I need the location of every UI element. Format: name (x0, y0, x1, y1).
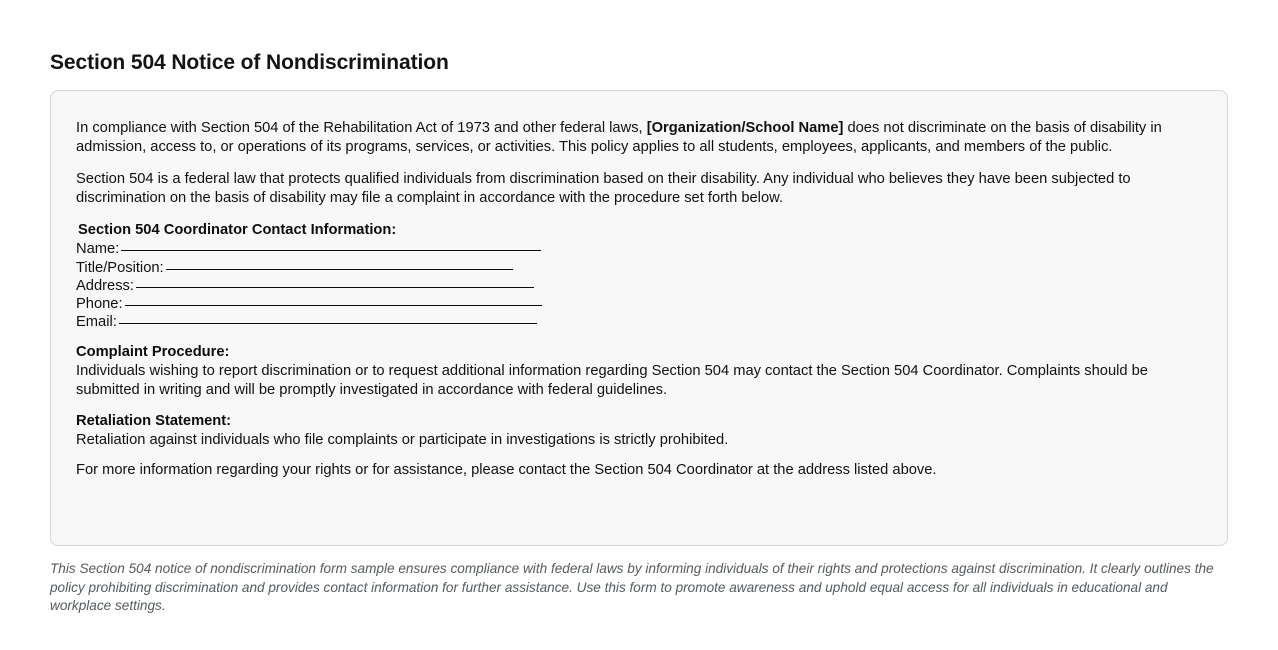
closing-paragraph: For more information regarding your rights or for assistance, please contact the Section 504 Coordinator at the address listed above. (76, 462, 937, 479)
contact-field-email-input-line[interactable] (119, 323, 537, 324)
retaliation-statement-body: Retaliation against individuals who file complaints or participate in investigations is strictly prohibited. (76, 431, 729, 448)
coordinator-contact-fields (76, 240, 1201, 331)
law-paragraph: Section 504 is a federal law that protects qualified individuals from discrimination based on their disability. Any individual who believes they have been subjected to discrimination on the basis of disability may file a complaint in accordance with the procedure set forth below. (76, 171, 1131, 206)
contact-field-address (76, 277, 1201, 295)
notice-card (50, 90, 1228, 546)
contact-field-email (76, 313, 1201, 331)
coordinator-contact-section (76, 221, 1201, 331)
contact-field-address-input-line[interactable] (136, 287, 534, 288)
contact-field-name-label: Name: (76, 241, 120, 258)
complaint-procedure-heading: Complaint Procedure: (76, 344, 230, 361)
contact-field-title-label: Title/Position: (76, 259, 164, 276)
organization-name-placeholder: [Organization/School Name] (646, 120, 844, 136)
retaliation-statement-heading: Retaliation Statement: (76, 412, 232, 429)
retaliation-statement-section (76, 412, 1201, 450)
intro-text-before-bold: In compliance with Section 504 of the Rehabilitation Act of 1973 and other federal laws, (76, 120, 647, 136)
contact-field-phone-input-line[interactable] (125, 305, 542, 306)
contact-field-phone-label: Phone: (76, 295, 123, 312)
intro-paragraph (76, 119, 1201, 156)
page-title: Section 504 Notice of Nondiscrimination (50, 51, 449, 74)
complaint-procedure-body: Individuals wishing to report discrimination or to request additional information regarding Section 504 may contact the Section 504 Coordinator. Complaints should be submitted in writing and will be promptly investigated in accordance with federal guidelines. (76, 363, 1148, 398)
contact-field-address-label: Address: (76, 277, 134, 294)
contact-field-name-input-line[interactable] (121, 250, 541, 251)
contact-field-title (76, 259, 1201, 277)
intro-text-after-bold: does not discriminate on the basis of disability in admission, access to, or operations of its programs, services, or activities. This policy applies to all students, employees, applicants, and members of the public. (76, 120, 1162, 155)
complaint-procedure-section (76, 343, 1201, 399)
coordinator-contact-heading: Section 504 Coordinator Contact Information: (78, 222, 397, 239)
footer-description: This Section 504 notice of nondiscrimination form sample ensures compliance with federal laws by informing individuals of their rights and protections against discrimination. It clearly outlines the policy prohibiting discrimination and provides contact information for further assistance. Use this form to promote awareness and uphold equal access for all individuals in educational and workplace settings. (50, 561, 1214, 613)
contact-field-email-label: Email: (76, 314, 117, 331)
contact-field-phone (76, 295, 1201, 313)
contact-field-title-input-line[interactable] (166, 269, 513, 270)
contact-field-name (76, 240, 1201, 258)
